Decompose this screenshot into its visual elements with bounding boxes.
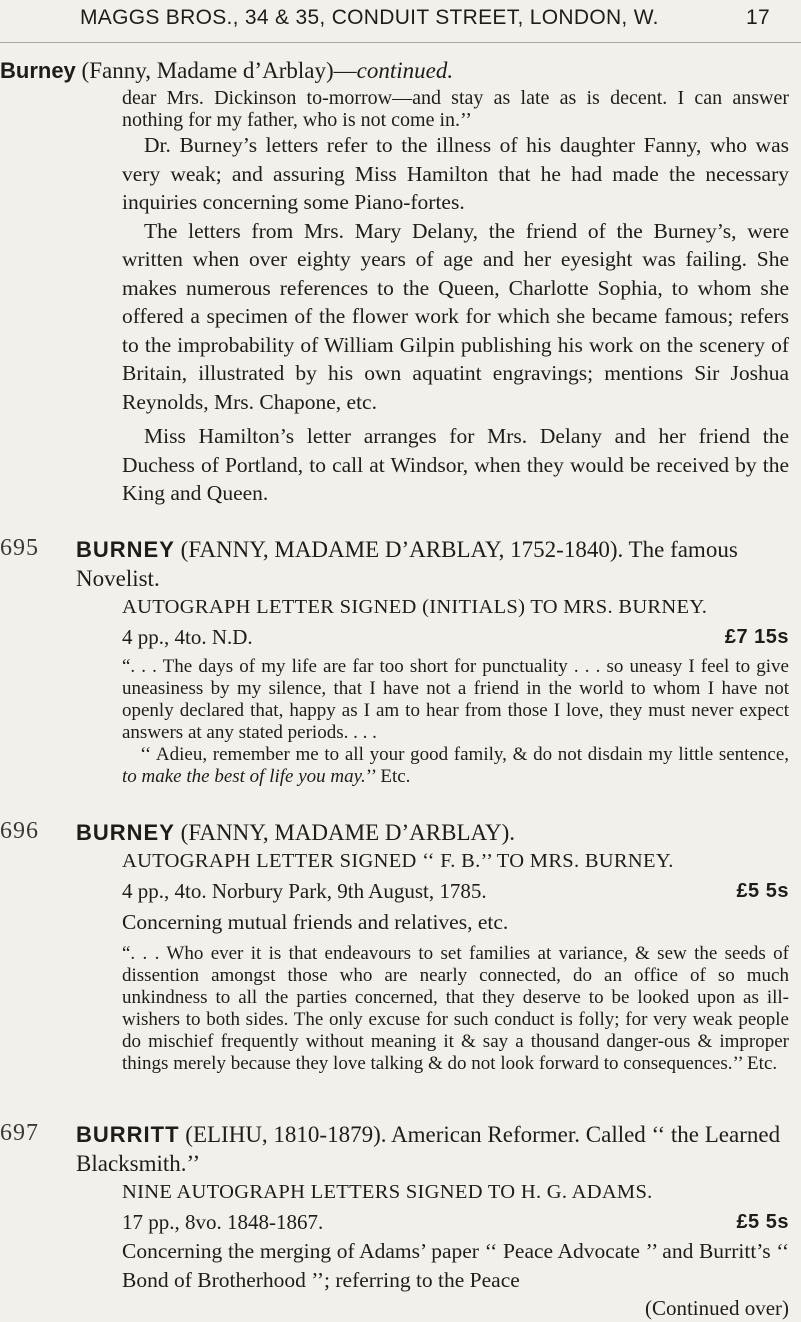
header-rule xyxy=(0,42,801,43)
lot-details-row xyxy=(122,876,789,906)
running-header xyxy=(80,6,770,30)
lot-details-row xyxy=(122,622,789,652)
lot-entry xyxy=(0,1120,801,1322)
lot-quote: “. . . Who ever it is that endeavours to set families at variance, & sew the seeds of dissention amongst those who are nearly connected, do an office of so much unkindness to all the parties concerned, that they deserve to be looked upon as ill-wishers to both sides. The only excuse for such conduct is folly; for very weak people do mischief frequently without meaning it & say a thousand danger-ous & improper things merely because they love talking & do not look forward to consequences.’’ Etc. xyxy=(122,942,789,1074)
lot-price: £5 5s xyxy=(736,1211,789,1233)
paragraph: Miss Hamilton’s letter arranges for Mrs. Delany and her friend the Duchess of Portland, to call at Windsor, when they would be received by the King and Queen. xyxy=(122,424,789,505)
lot-name: BURNEY xyxy=(76,820,175,845)
lot-heading: BURNEY (FANNY, MADAME D’ARBLAY, 1752-1840). The famous Novelist. xyxy=(76,537,738,591)
lot-quote: ‘‘ Adieu, remember me to all your good family, & do not disdain my little sentence, to make the best of life you may.’’ Etc. xyxy=(122,744,789,787)
lot-title: NINE AUTOGRAPH LETTERS SIGNED TO H. G. ADAMS. xyxy=(122,1181,653,1203)
lot-title: AUTOGRAPH LETTER SIGNED (INITIALS) TO MRS. BURNEY. xyxy=(122,596,708,618)
lot-quote: “. . . The days of my life are far too short for punctuality . . . so uneasy I feel to give uneasiness by my silence, that I have not a friend in the world to whom I have not openly declared that, happy as I am to hear from those I love, they must never expect answers at any stated periods. . . . xyxy=(122,656,789,743)
continued-heading: Burney (Fanny, Madame d’Arblay)—continued. xyxy=(0,58,454,83)
lot-details: 17 pp., 8vo. 1848-1867. xyxy=(122,1210,324,1234)
lot-summary: Concerning mutual friends and relatives, etc. xyxy=(122,910,509,934)
lot-summary: Concerning the merging of Adams’ paper ‘‘ Peace Advocate ’’ and Burritt’s ‘‘ Bond of Brotherhood ’’; referring to the Peace xyxy=(122,1239,789,1292)
lot-details: 4 pp., 4to. Norbury Park, 9th August, 1785. xyxy=(122,879,487,903)
page-number: 17 xyxy=(746,6,770,29)
continued-entry xyxy=(0,56,801,508)
paragraph: The letters from Mrs. Mary Delany, the friend of the Burney’s, were written when over eighty years of age and her eyesight was failing. She makes numerous references to the Queen, Charlotte Sophia, to whom she offered a specimen of the flower work for which she became famous; refers to the improbability of William Gilpin publishing his work on the scenery of Britain, illustrated by his own aquatint engravings; mentions Sir Joshua Reynolds, Mrs. Chapone, etc. xyxy=(122,218,789,414)
continued-note: (Continued over) xyxy=(644,1296,789,1320)
lot-price: £5 5s xyxy=(736,880,789,902)
lot-title: AUTOGRAPH LETTER SIGNED ‘‘ F. B.’’ TO MRS. BURNEY. xyxy=(122,850,674,872)
lot-heading: BURRITT (ELIHU, 1810-1879). American Reformer. Called ‘‘ the Learned Blacksmith.’’ xyxy=(76,1122,781,1176)
quote-end: dear Mrs. Dickinson to-morrow—and stay as late as is decent. I can answer nothing for my father, who is not come in.’’ xyxy=(122,87,789,131)
lot-number: 695 xyxy=(0,535,39,561)
lot-number: 696 xyxy=(0,818,39,844)
lot-details: 4 pp., 4to. N.D. xyxy=(122,625,253,649)
lot-name: BURNEY xyxy=(76,537,175,562)
header-text: MAGGS BROS., 34 & 35, CONDUIT STREET, LONDON, W. xyxy=(80,6,659,29)
entry-name: Burney xyxy=(0,58,76,83)
paragraph: Dr. Burney’s letters refer to the illness of his daughter Fanny, who was very weak; and assuring Miss Hamilton that he had made the necessary inquiries concerning some Piano-fortes. xyxy=(122,133,789,214)
lot-entry xyxy=(0,535,801,788)
lot-heading: BURNEY (FANNY, MADAME D’ARBLAY). xyxy=(76,820,516,845)
lot-price: £7 15s xyxy=(724,626,789,648)
lot-entry xyxy=(0,818,801,1075)
lot-name: BURRITT xyxy=(76,1122,180,1147)
lot-number: 697 xyxy=(0,1120,39,1146)
lot-details-row xyxy=(122,1207,789,1237)
